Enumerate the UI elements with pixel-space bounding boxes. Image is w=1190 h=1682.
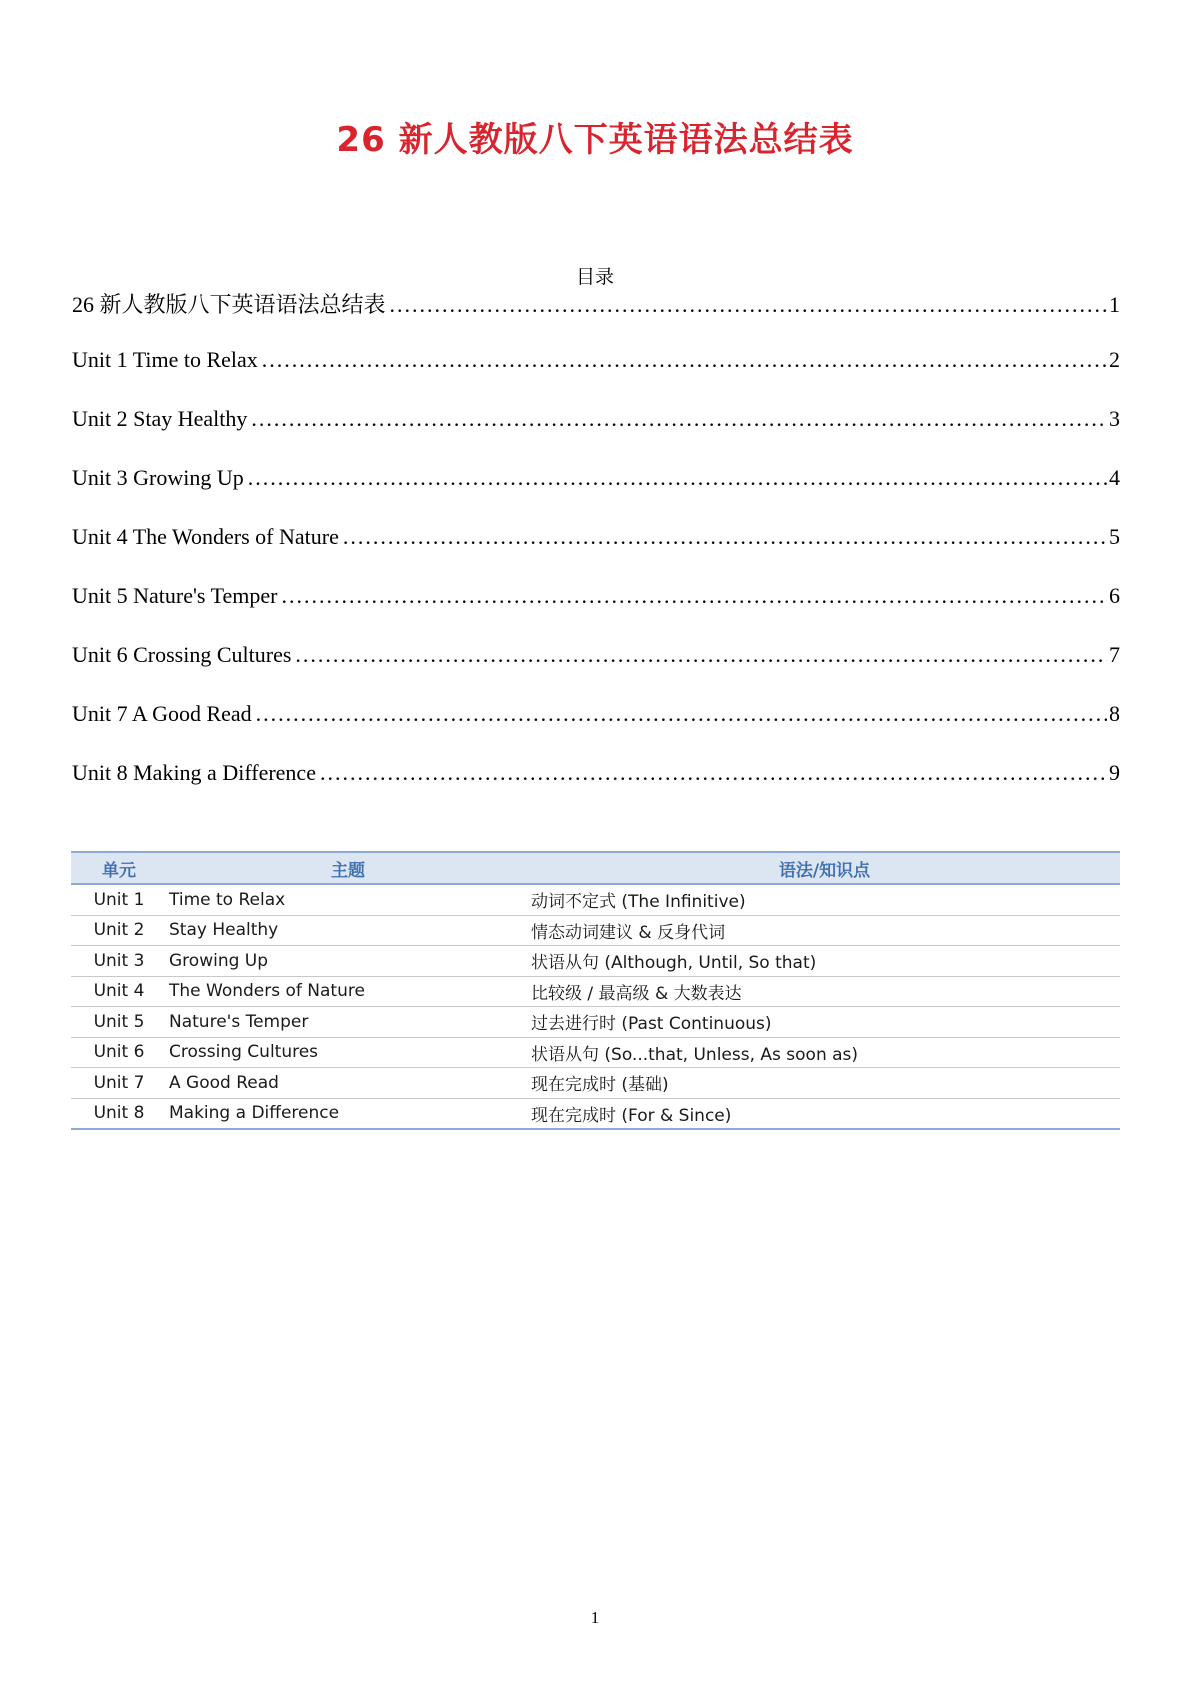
toc-entry-page: 5: [1109, 524, 1120, 549]
cell-topic: Nature's Temper: [167, 1007, 529, 1038]
toc-entry-label: Unit 8 Making a Difference: [72, 760, 316, 785]
toc-entry[interactable]: [72, 583, 1120, 642]
toc-entry-label: Unit 4 The Wonders of Nature: [72, 524, 339, 549]
toc-entry[interactable]: [72, 760, 1120, 819]
cell-topic: The Wonders of Nature: [167, 976, 529, 1007]
toc-entry-page: 3: [1109, 406, 1120, 431]
grammar-summary-table: [71, 851, 1120, 1130]
toc-entry-label: Unit 3 Growing Up: [72, 465, 244, 490]
cell-grammar: 情态动词建议 & 反身代词: [529, 915, 1120, 946]
header-grammar: 语法/知识点: [529, 852, 1120, 884]
table-row: [71, 1068, 1120, 1099]
document-title: 26 新人教版八下英语语法总结表: [336, 120, 854, 160]
toc-entry-label: Unit 6 Crossing Cultures: [72, 642, 292, 667]
toc-entry-page: 4: [1109, 465, 1120, 490]
cell-unit: Unit 4: [71, 976, 167, 1007]
cell-grammar: 过去进行时 (Past Continuous): [529, 1007, 1120, 1038]
cell-topic: Growing Up: [167, 946, 529, 977]
toc-leader-dots: [281, 583, 1107, 609]
toc-entry[interactable]: [72, 288, 1120, 347]
toc-leader-dots: [390, 292, 1107, 318]
table-row: [71, 915, 1120, 946]
cell-grammar: 现在完成时 (For & Since): [529, 1098, 1120, 1129]
cell-grammar: 现在完成时 (基础): [529, 1068, 1120, 1099]
toc-leader-dots: [251, 406, 1107, 432]
table-header-row: [71, 852, 1120, 884]
cell-grammar: 动词不定式 (The Infinitive): [529, 884, 1120, 915]
table-row: [71, 1098, 1120, 1129]
toc-entry-page: 7: [1109, 642, 1120, 667]
cell-topic: Crossing Cultures: [167, 1037, 529, 1068]
cell-unit: Unit 8: [71, 1098, 167, 1129]
cell-grammar: 状语从句 (So...that, Unless, As soon as): [529, 1037, 1120, 1068]
toc-entry[interactable]: [72, 347, 1120, 406]
toc-entry-page: 1: [1109, 292, 1120, 317]
cell-unit: Unit 1: [71, 884, 167, 915]
toc-entry-page: 9: [1109, 760, 1120, 785]
toc-entry-label: 26 新人教版八下英语语法总结表: [72, 292, 386, 317]
toc-entry-label: Unit 7 A Good Read: [72, 701, 252, 726]
cell-topic: Time to Relax: [167, 884, 529, 915]
cell-topic: Making a Difference: [167, 1098, 529, 1129]
cell-unit: Unit 7: [71, 1068, 167, 1099]
page-number: 1: [590, 1608, 600, 1627]
table-row: [71, 884, 1120, 915]
cell-grammar: 比较级 / 最高级 & 大数表达: [529, 976, 1120, 1007]
toc-entry[interactable]: [72, 642, 1120, 701]
cell-unit: Unit 5: [71, 1007, 167, 1038]
toc-leader-dots: [256, 701, 1107, 727]
cell-unit: Unit 2: [71, 915, 167, 946]
toc-entry-label: Unit 1 Time to Relax: [72, 347, 258, 372]
toc-leader-dots: [262, 347, 1107, 373]
toc-leader-dots: [248, 465, 1107, 491]
toc-heading: 目录: [575, 266, 614, 288]
cell-unit: Unit 6: [71, 1037, 167, 1068]
toc-entry-page: 8: [1109, 701, 1120, 726]
toc-entry[interactable]: [72, 701, 1120, 760]
toc-entry-label: Unit 2 Stay Healthy: [72, 406, 248, 431]
cell-unit: Unit 3: [71, 946, 167, 977]
toc-entry-page: 2: [1109, 347, 1120, 372]
table-row: [71, 1007, 1120, 1038]
cell-grammar: 状语从句 (Although, Until, So that): [529, 946, 1120, 977]
table-row: [71, 946, 1120, 977]
toc-entry[interactable]: [72, 465, 1120, 524]
table-row: [71, 976, 1120, 1007]
header-unit: 单元: [71, 852, 167, 884]
toc-entry-label: Unit 5 Nature's Temper: [72, 583, 278, 608]
cell-topic: A Good Read: [167, 1068, 529, 1099]
header-topic: 主题: [167, 852, 529, 884]
toc-entry-page: 6: [1109, 583, 1120, 608]
toc-entry[interactable]: [72, 524, 1120, 583]
cell-topic: Stay Healthy: [167, 915, 529, 946]
toc-leader-dots: [295, 642, 1107, 668]
table-row: [71, 1037, 1120, 1068]
toc-leader-dots: [320, 760, 1107, 786]
table-of-contents: [72, 288, 1120, 819]
toc-entry[interactable]: [72, 406, 1120, 465]
toc-leader-dots: [343, 524, 1107, 550]
